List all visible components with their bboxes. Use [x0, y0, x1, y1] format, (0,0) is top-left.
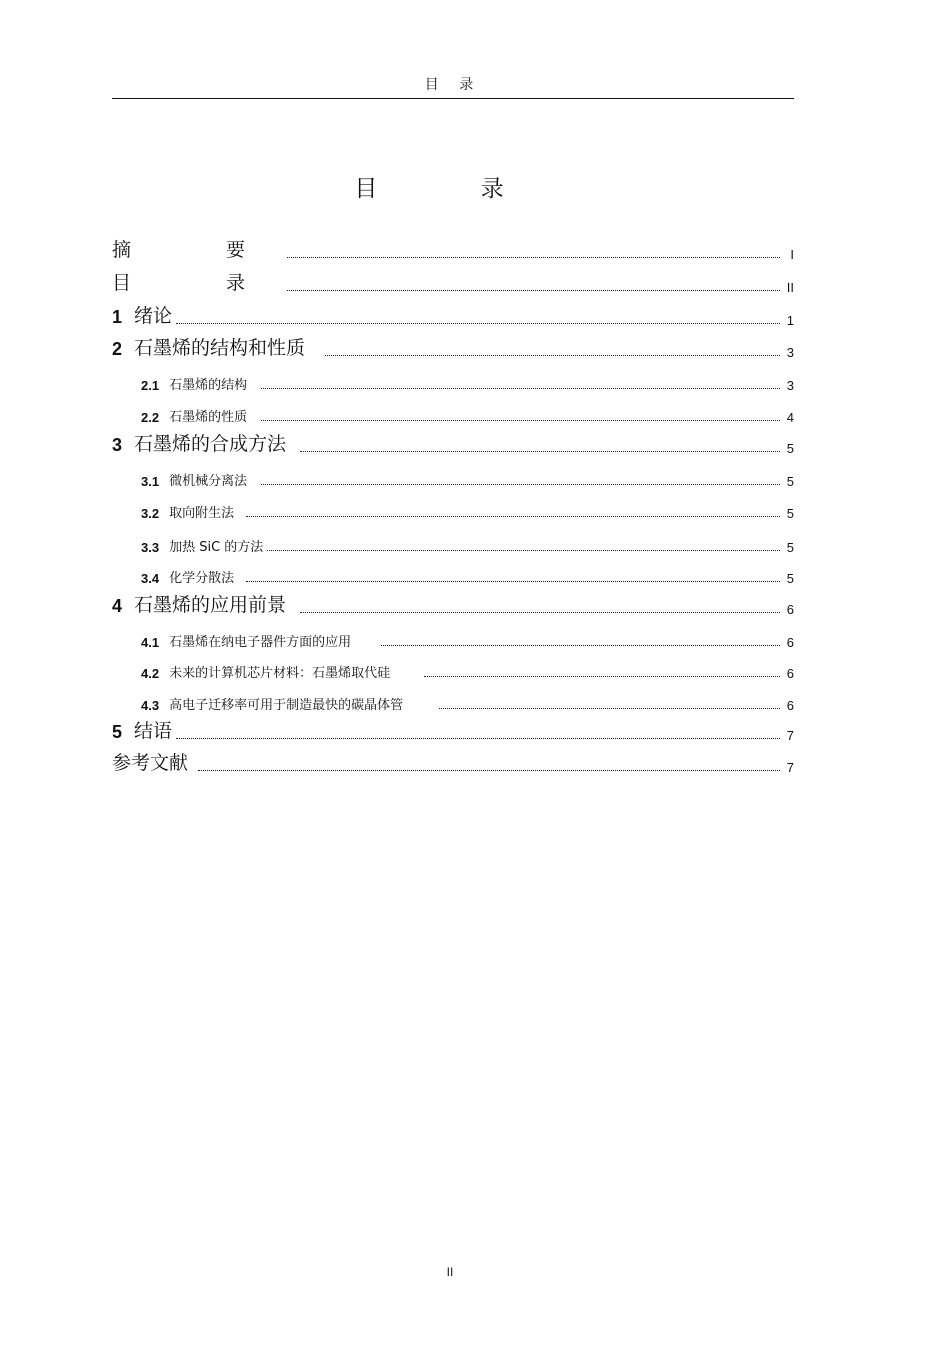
toc-entry-page: 5: [786, 506, 794, 521]
toc-entry-label: 石墨烯的结构: [169, 378, 248, 393]
dot-leader: [381, 645, 780, 646]
dot-leader: [287, 290, 780, 291]
toc-entry-number: 3: [112, 435, 123, 455]
toc-entry-section-4-1[interactable]: [112, 628, 794, 650]
toc-entry-label: 加热 SiC 的方法: [169, 540, 264, 555]
toc-entry-page: 7: [786, 760, 794, 775]
toc-entry-number: 2.1: [141, 378, 160, 393]
toc-entry-label: 石墨烯的性质: [169, 410, 248, 425]
toc-entry-page: I: [790, 247, 794, 262]
toc-entry-page: 3: [786, 345, 794, 360]
dot-leader: [287, 257, 780, 258]
toc-entry-references[interactable]: [112, 753, 794, 775]
dot-leader: [267, 550, 780, 551]
toc-entry-label: 绪论: [134, 305, 173, 327]
toc-entry-section-3-1[interactable]: [112, 467, 794, 489]
dot-leader: [261, 388, 780, 389]
dot-leader: [246, 516, 780, 517]
toc-entry-page: 5: [786, 571, 794, 586]
dot-leader: [198, 770, 780, 771]
dot-leader: [176, 323, 780, 324]
toc-entry-section-3-2[interactable]: [112, 499, 794, 521]
toc-entry-section-4-2[interactable]: [112, 659, 794, 681]
toc-entry-page: 6: [786, 698, 794, 713]
toc-entry-chapter-5[interactable]: [112, 721, 794, 743]
toc-title: 目 录: [354, 176, 552, 202]
toc-entry-page: 5: [786, 540, 794, 555]
toc-entry-abstract[interactable]: [112, 240, 794, 262]
toc-entry-chapter-3[interactable]: [112, 434, 794, 456]
toc-entry-page: 6: [786, 635, 794, 650]
header-rule: [112, 98, 794, 99]
dot-leader: [424, 676, 780, 677]
toc-entry-number: 1: [112, 307, 123, 327]
toc-entry-label: 取向附生法: [169, 506, 235, 521]
toc-entry-number: 3.1: [141, 474, 160, 489]
toc-entry-page: 6: [786, 666, 794, 681]
toc-entry-page: 6: [786, 602, 794, 617]
toc-entry-contents[interactable]: [112, 273, 794, 295]
toc-entry-label: 石墨烯的应用前景: [134, 594, 287, 616]
toc-entry-number: 4.1: [141, 635, 160, 650]
toc-entry-label: 化学分散法: [169, 571, 235, 586]
dot-leader: [261, 420, 780, 421]
dot-leader: [176, 738, 780, 739]
toc-entry-page: 3: [786, 378, 794, 393]
toc-entry-label: 未来的计算机芯片材料：石墨烯取代硅: [169, 666, 391, 681]
toc-entry-label: 石墨烯的合成方法: [134, 433, 287, 455]
toc-entry-chapter-2[interactable]: [112, 338, 794, 360]
toc-entry-number: 4.2: [141, 666, 160, 681]
toc-entry-number: 3.3: [141, 540, 160, 555]
toc-entry-section-3-3[interactable]: [112, 533, 794, 555]
toc-entry-label: 结语: [134, 720, 173, 742]
toc-entry-label: 目 录: [112, 272, 284, 294]
toc-entry-number: 2.2: [141, 410, 160, 425]
toc-entry-number: 4.3: [141, 698, 160, 713]
toc-entry-number: 3.4: [141, 571, 160, 586]
toc-entry-section-2-1[interactable]: [112, 371, 794, 393]
toc-entry-label: 石墨烯在纳电子器件方面的应用: [169, 635, 352, 650]
toc-entry-label: 微机械分离法: [169, 474, 248, 489]
toc-entry-number: 2: [112, 339, 123, 359]
page-number: II: [446, 1265, 454, 1279]
toc-entry-section-4-3[interactable]: [112, 691, 794, 713]
toc-entry-chapter-4[interactable]: [112, 595, 794, 617]
toc-entry-label: 石墨烯的结构和性质: [134, 337, 306, 359]
toc-entry-page: 5: [786, 441, 794, 456]
dot-leader: [300, 612, 780, 613]
toc-entry-page: 7: [786, 728, 794, 743]
toc-entry-section-2-2[interactable]: [112, 403, 794, 425]
toc-entry-chapter-1[interactable]: [112, 306, 794, 328]
toc-entry-label: 摘 要: [112, 239, 284, 261]
toc-entry-label: 参考文献: [112, 752, 189, 774]
toc-entry-label: 高电子迁移率可用于制造最快的碳晶体管: [169, 698, 404, 713]
toc-entry-number: 4: [112, 596, 123, 616]
running-header: 目 录: [424, 77, 482, 93]
dot-leader: [261, 484, 780, 485]
toc-entry-page: 5: [786, 474, 794, 489]
toc-entry-page: 1: [786, 313, 794, 328]
dot-leader: [439, 708, 780, 709]
dot-leader: [246, 581, 780, 582]
toc-entry-page: 4: [786, 410, 794, 425]
toc-entry-number: 5: [112, 722, 123, 742]
dot-leader: [300, 451, 780, 452]
dot-leader: [325, 355, 780, 356]
toc-entry-page: II: [786, 280, 794, 295]
toc-entry-section-3-4[interactable]: [112, 564, 794, 586]
toc-entry-number: 3.2: [141, 506, 160, 521]
